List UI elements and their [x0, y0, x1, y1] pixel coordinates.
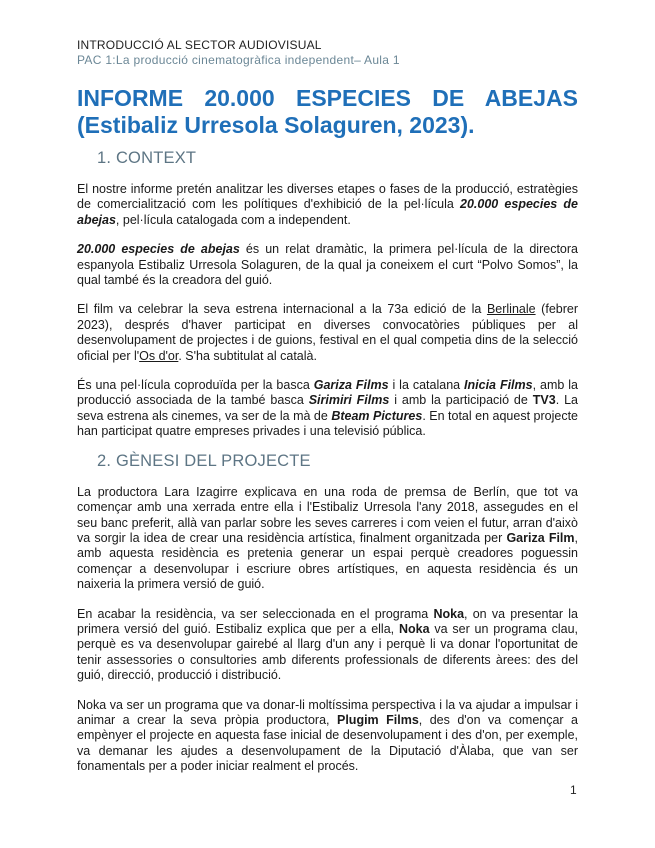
- paragraph: És una pel·lícula coproduïda per la basca Gariza Films i la catalana Inicia Films, amb la producció associada de la també basca Sirimiri Films i amb la participació de TV3. La seva estrena als cinemes, va ser de la mà de Bteam Pictures. En total en aquest projecte han participat quatre empreses privades i una televisió pública.: [77, 378, 578, 439]
- berlinale-link[interactable]: Berlinale: [486, 302, 536, 317]
- os-dor-link[interactable]: Os d'or: [139, 348, 179, 363]
- document-page: [77, 38, 578, 775]
- course-header: INTRODUCCIÓ AL SECTOR AUDIOVISUAL: [77, 38, 322, 52]
- report-title: [77, 85, 578, 139]
- paragraph: En acabar la residència, va ser seleccionada en el programa Noka, on va presentar la primera versió del guió. Estibaliz explica que per a ella, Noka va ser un programa clau, perquè es va desenvolupar gairebé al llarg d'un any i perquè li va donar l'oportunitat de tenir assessories o consultories amb diferents professionals de diferents àrees: des del guió, direcció, producció i distribució.: [77, 606, 578, 683]
- paragraph: 20.000 especies de abejas és un relat dramàtic, la primera pel·lícula de la directora espanyola Estibaliz Urresola Solaguren, de la qual ja coneixem el curt “Polvo Somos”, la qual també és la creadora del guió.: [77, 242, 578, 288]
- title-line-2: (Estibaliz Urresola Solaguren, 2023).: [77, 112, 475, 138]
- paragraph: El nostre informe pretén analitzar les diverses etapes o fases de la producció, estratègies de comercialització com les polítiques d'exhibició de la pel·lícula 20.000 especies de abejas, pel·lícula catalogada com a independent.: [77, 182, 578, 227]
- paragraph: La productora Lara Izagirre explicava en una roda de premsa de Berlín, que tot va començar amb una xerrada entre ella i l'Estibaliz Urresola l'any 2018, assegudes en el seu banc preferit, allà van parlar sobre les seves carreres i com veien el futur, arran d'això va sorgir la idea de crear una residència artística, finalment organitzada per Gariza Film, amb aquesta residència es pretenia generar un espai perquè creadores poguessin començar a desenvolupar i escriure obres artístiques, en aquesta residència és un naixeria la primera versió de guió.: [77, 484, 579, 592]
- section-heading-genesi: 2. GÈNESI DEL PROJECTE: [97, 451, 311, 470]
- page-number: 1: [570, 783, 577, 797]
- section-heading-context: 1. CONTEXT: [97, 149, 197, 167]
- assignment-subheader: PAC 1:La producció cinematogràfica independent– Aula 1: [77, 53, 400, 67]
- paragraph: Noka va ser un programa que va donar-li moltíssima perspectiva i la va ajudar a impulsar i animar a crear la seva pròpia productora, Plugim Films, des d'on va començar a empènyer el projecte en aquesta fase inicial de desenvolupament i des d'on, per exemple, va demanar les ajudes a desenvolupament de la Diputació d'Àlaba, que van ser fonamentals per a poder iniciar realment el procés.: [77, 697, 578, 774]
- title-line-1: INFORME 20.000 ESPECIES DE ABEJAS: [77, 85, 578, 111]
- paragraph: El film va celebrar la seva estrena internacional a la 73a edició de la Berlinale (febrer 2023), després d'haver participat en diverses convocatòries públiques per al desenvolupament de projectes i de guions, festival en el qual competia dins de la selecció oficial per l'Os d'or. S'ha subtitulat al català.: [77, 302, 578, 363]
